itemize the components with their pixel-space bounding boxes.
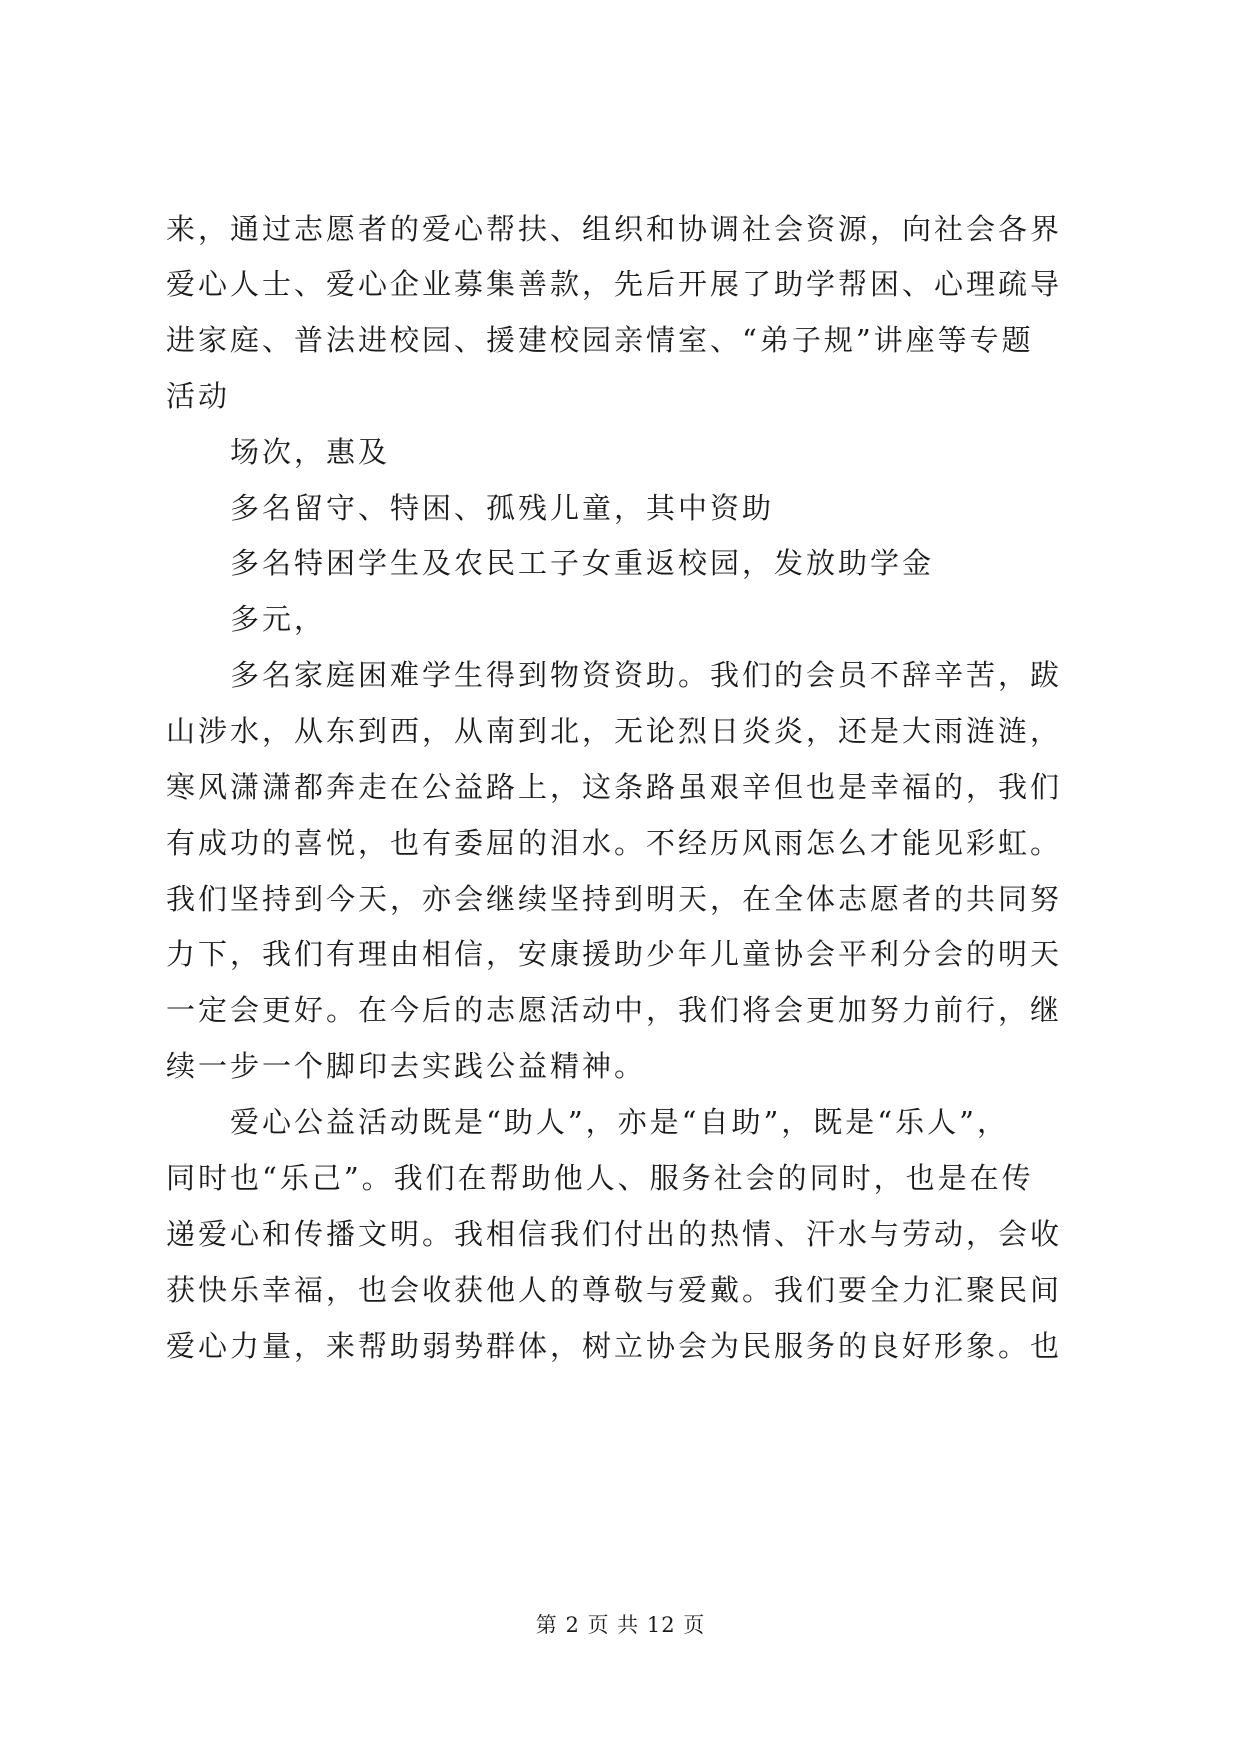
text-line: 获快乐幸福，也会收获他人的尊敬与爱戴。我们要全力汇聚民间 [166,1273,1063,1307]
text-line: 山涉水，从东到西，从南到北，无论烈日炎炎，还是大雨涟涟， [166,714,1063,748]
page-number-footer: 第 2 页 共 12 页 [535,1613,706,1637]
text-line: 多名特困学生及农民工子女重返校园，发放助学金 [230,546,935,580]
text-line: 多名家庭困难学生得到物资资助。我们的会员不辞辛苦，跋 [230,658,1063,692]
text-line: 递爱心和传播文明。我相信我们付出的热情、汗水与劳动，会收 [166,1217,1063,1251]
text-line: 我们坚持到今天，亦会继续坚持到明天，在全体志愿者的共同努 [166,882,1063,916]
text-line: 有成功的喜悦，也有委屈的泪水。不经历风雨怎么才能见彩虹。 [166,826,1063,860]
text-line: 寒风潇潇都奔走在公益路上，这条路虽艰辛但也是幸福的，我们 [166,770,1063,804]
text-line: 爱心力量，来帮助弱势群体，树立协会为民服务的良好形象。也 [166,1329,1063,1363]
text-line: 同时也“乐己”。我们在帮助他人、服务社会的同时，也是在传 [166,1161,1034,1195]
text-line: 爱心人士、爱心企业募集善款，先后开展了助学帮困、心理疏导 [166,267,1063,301]
text-line: 一定会更好。在今后的志愿活动中，我们将会更加努力前行，继 [166,993,1063,1027]
text-line: 进家庭、普法进校园、援建校园亲情室、“弟子规”讲座等专题 [166,323,1034,357]
text-line: 场次，惠及 [230,435,391,469]
text-line: 活动 [166,379,231,413]
text-line: 续一步一个脚印去实践公益精神。 [166,1049,647,1083]
text-line: 来，通过志愿者的爱心帮扶、组织和协调社会资源，向社会各界 [166,212,1063,246]
text-line: 多元， [230,602,327,636]
text-line: 多名留守、特困、孤残儿童，其中资助 [230,491,775,525]
text-line: 力下，我们有理由相信，安康援助少年儿童协会平利分会的明天 [166,937,1063,971]
text-line: 爱心公益活动既是“助人”，亦是“自助”，既是“乐人”， [230,1105,1009,1139]
